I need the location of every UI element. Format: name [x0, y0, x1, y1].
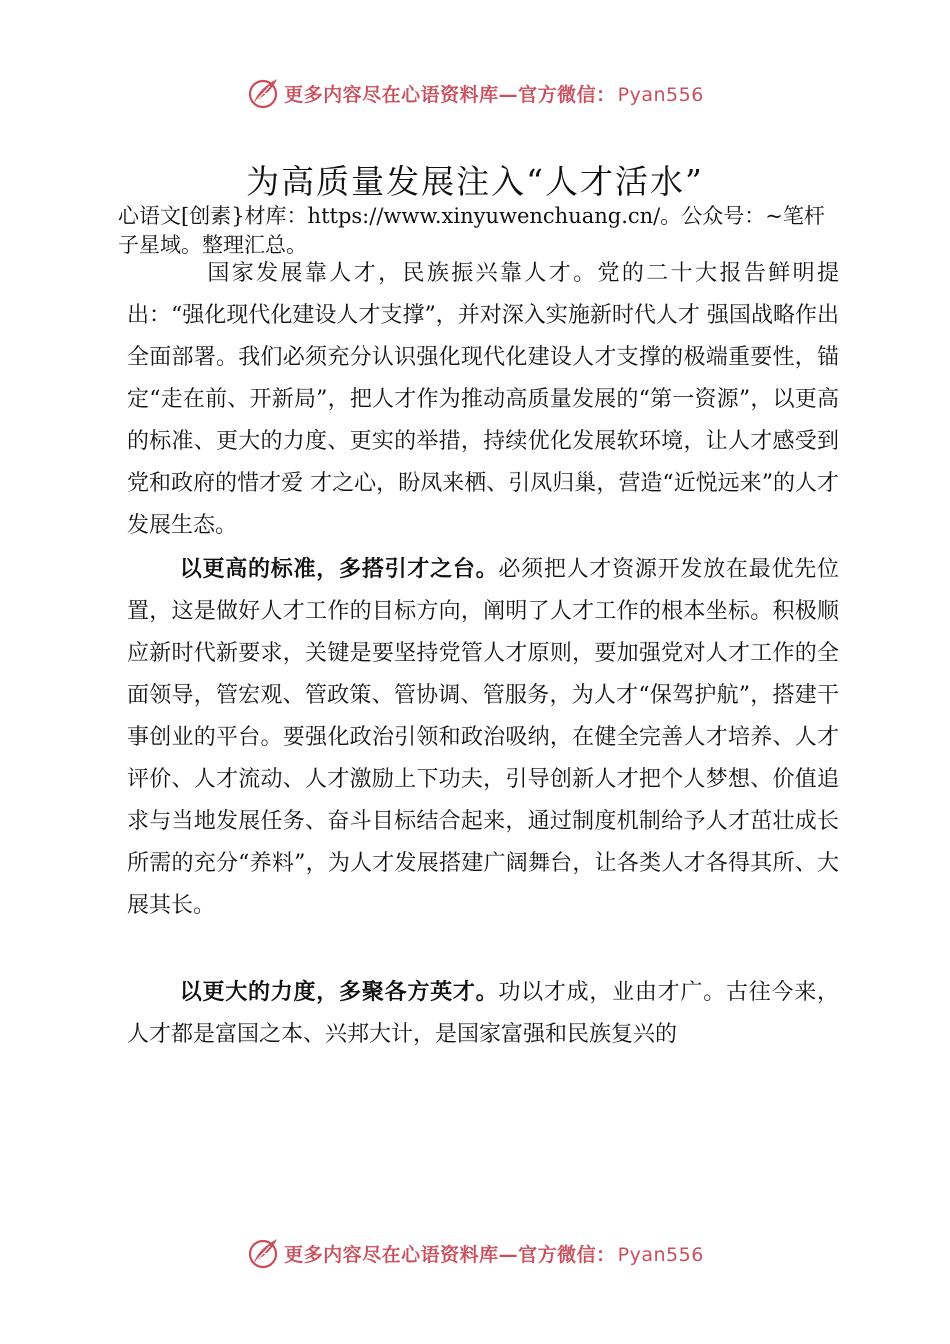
- paragraph-2-lead: 以更高的标准，多搭引才之台。: [179, 557, 499, 582]
- paragraph-1: [127, 253, 839, 547]
- banner-wechat-id: Pyan556: [617, 1243, 704, 1266]
- paragraph-2: [127, 549, 839, 927]
- footer-banner[interactable]: [0, 1233, 950, 1273]
- banner-wechat-id: Pyan556: [617, 83, 704, 106]
- feather-seal-icon: [246, 76, 280, 110]
- header-banner[interactable]: [0, 73, 950, 113]
- paragraph-2-text: 必须把人才资源开发放在最优先位置，这是做好人才工作的目标方向，阐明了人才工作的根本坐标。积极顺应新时代新要求，关键是要坚持党管人才原则，要加强党对人才工作的全面领导，管宏观、管政策、管协调、管服务，为人才“保驾护航”，搭建干事创业的平台。要强化政治引领和政治吸纳，在健全完善人才培养、人才评价、人才流动、人才激励上下功夫，引导创新人才把个人梦想、价值追求与当地发展任务、奋斗目标结合起来，通过制度机制给予人才茁壮成长所需的充分“养料”，为人才发展搭建广阔舞台，让各类人才各得其所、大展其长。: [127, 557, 839, 918]
- banner-slogan: 更多内容尽在心语资料库—官方微信：: [284, 1243, 616, 1266]
- paragraph-1-text: 国家发展靠人才，民族振兴靠人才。党的二十大报告鲜明提出：“强化现代化建设人才支撑”，并对深入实施新时代人才 强国战略作出全面部署。我们必须充分认识强化现代化建设人才支撑的极端重要性，锚定“走在前、开新局”，把人才作为推动高质量发展的“第一资源”，以更高的标准、更大的力度、更实的举措，持续优化发展软环境，让人才感受到党和政府的惜才爱 才之心，盼凤来栖、引凤归巢，营造“近悦远来”的人才发展生态。: [127, 261, 839, 538]
- source-line: 心语文[创素}材库：https://www.xinyuwenchuang.cn/。公众号：~笔杆子星域。整理汇总。: [118, 204, 825, 257]
- banner-text: [284, 1240, 704, 1267]
- banner-slogan: 更多内容尽在心语资料库—官方微信：: [284, 83, 616, 106]
- paragraph-3-lead: 以更大的力度，多聚各方英才。: [179, 980, 499, 1005]
- document-title: 为高质量发展注入“人才活水”: [246, 162, 704, 201]
- banner-text: [284, 80, 704, 107]
- paragraph-3-text: 功以才成，业由才广。古往今来，人才都是富国之本、兴邦大计，是国家富强和民族复兴的: [127, 980, 839, 1047]
- feather-seal-icon: [246, 1236, 280, 1270]
- paragraph-3: [127, 972, 839, 1056]
